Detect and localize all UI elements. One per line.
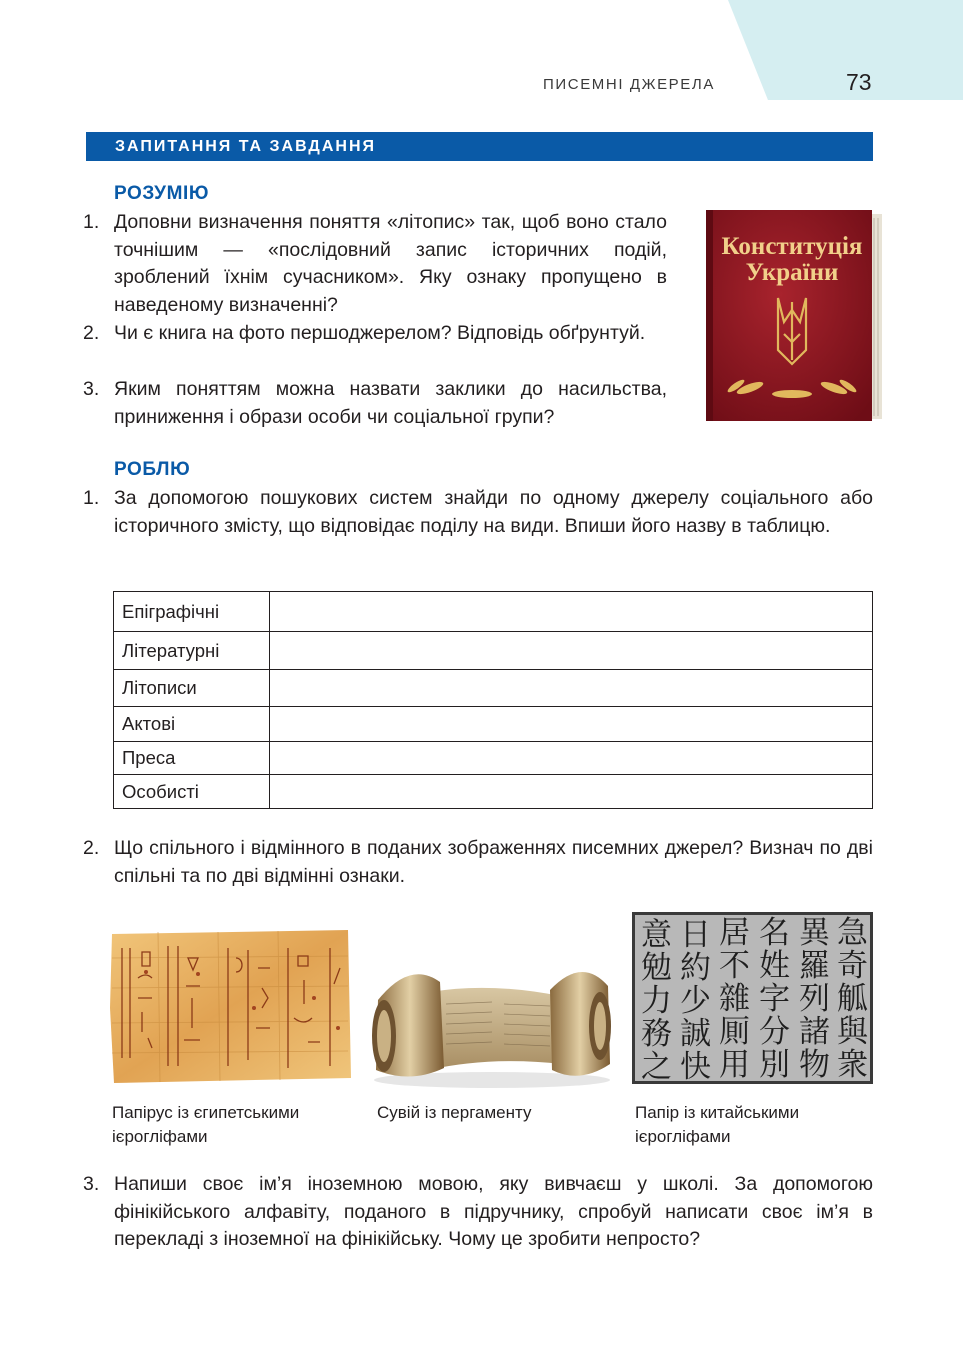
- caption-chinese-paper: [635, 1101, 850, 1149]
- glyph: 不: [719, 948, 750, 984]
- do-heading: РОБЛЮ: [114, 459, 191, 480]
- do-task-2: [83, 835, 873, 890]
- glyph: 日: [680, 917, 711, 953]
- row-label: Літописи: [114, 670, 270, 707]
- table-row: [114, 670, 873, 707]
- glyph: 快: [680, 1049, 711, 1084]
- glyph: 與: [837, 1014, 868, 1050]
- task-number: 3.: [83, 1173, 100, 1195]
- question-text: Чи є книга на фото першоджерелом? Відповідь обґрунтуй.: [114, 322, 646, 344]
- answer-cell[interactable]: [270, 707, 873, 742]
- glyph: 勉: [641, 950, 672, 986]
- table-row: [114, 592, 873, 632]
- row-label: Преса: [114, 742, 270, 775]
- chinese-paper-image: [632, 912, 873, 1084]
- glyph: 奇: [837, 948, 868, 984]
- row-label: Епіграфічні: [114, 592, 270, 632]
- do-task-3: [83, 1171, 873, 1254]
- table-row: [114, 775, 873, 809]
- papyrus-image: [108, 928, 352, 1085]
- table-row: [114, 742, 873, 775]
- understand-question-2: [83, 320, 667, 348]
- glyph: 力: [641, 983, 672, 1019]
- glyph: [759, 1080, 790, 1084]
- question-text: Яким поняттям можна назвати заклики до насильства, приниження і образи особи чи соціальної групи?: [114, 378, 667, 428]
- glyph: 異: [799, 915, 830, 951]
- task-text: За допомогою пошукових систем знайди по одному джерелу соціального або історичного змісту, що відповідає поділу на види. Впиши його назву в таблицю.: [114, 487, 873, 537]
- glyph: 物: [799, 1047, 830, 1083]
- glyph: 列: [799, 981, 830, 1017]
- table-row: [114, 632, 873, 670]
- task-text: Що спільного і відмінного в поданих зображеннях писемних джерел? Визнач по дві спільні та по дві відмінні ознаки.: [114, 837, 873, 887]
- book-title-line2: України: [745, 259, 839, 286]
- glyph: 意: [641, 917, 672, 953]
- do-task-1: [83, 485, 873, 540]
- glyph: 居: [719, 915, 750, 951]
- caption-papyrus: [112, 1101, 352, 1149]
- book-title-line1: Конституція: [721, 233, 863, 260]
- row-label: Літературні: [114, 632, 270, 670]
- glyph: 急: [837, 915, 868, 951]
- running-title: ПИСЕМНІ ДЖЕРЕЛА: [543, 76, 715, 93]
- section-title: ЗАПИТАННЯ ТА ЗАВДАННЯ: [86, 132, 873, 161]
- glyph: 字: [759, 981, 790, 1017]
- glyph: 用: [719, 1047, 750, 1083]
- caption-text: Папір із китайськими ієрогліфами: [635, 1103, 800, 1146]
- answer-cell[interactable]: [270, 775, 873, 809]
- answer-cell[interactable]: [270, 670, 873, 707]
- glyph: 分: [759, 1014, 790, 1050]
- caption-text: Сувій із пергаменту: [377, 1103, 532, 1122]
- constitution-book-image: [706, 210, 882, 421]
- task-number: 1.: [83, 487, 100, 509]
- source-types-table: [113, 591, 873, 809]
- glyph: 諸: [799, 1014, 830, 1050]
- glyph: 厠: [719, 1014, 750, 1050]
- glyph: 務: [641, 1016, 672, 1052]
- answer-cell[interactable]: [270, 592, 873, 632]
- glyph: 雜: [719, 981, 750, 1017]
- question-number: 2.: [83, 322, 100, 344]
- answer-cell[interactable]: [270, 742, 873, 775]
- understand-heading: РОЗУМІЮ: [114, 183, 210, 204]
- answer-cell[interactable]: [270, 632, 873, 670]
- question-number: 3.: [83, 378, 100, 400]
- row-label: Актові: [114, 707, 270, 742]
- question-text: Доповни визначення поняття «літопис» так, щоб воно стало точнішим — «послідовний запис історичних подій, зроблений їхнім сучасником». Яку ознаку пропущено в наведеному визначенні?: [114, 211, 667, 316]
- table-row: [114, 707, 873, 742]
- glyph: 別: [759, 1047, 790, 1083]
- glyph: 少: [680, 983, 711, 1019]
- glyph: 姓: [759, 948, 790, 984]
- task-text: Напиши своє ім’я іноземною мовою, яку вивчаєш у школі. За допомогою фінікійського алфавіту, поданого в підручнику, спробуй написати своє ім’я в перекладі з іноземної на фінікійську. Чому це зробити непросто?: [114, 1173, 873, 1250]
- glyph: 衆: [837, 1047, 868, 1083]
- caption-text: Папірус із єгипетськими ієрогліфами: [112, 1103, 300, 1146]
- understand-question-1: [83, 209, 667, 319]
- glyph: 名: [759, 915, 790, 951]
- glyph: 誠: [680, 1016, 711, 1052]
- glyph: 約: [680, 950, 711, 986]
- glyph: 之: [641, 1049, 672, 1084]
- row-label: Особисті: [114, 775, 270, 809]
- question-number: 1.: [83, 211, 100, 233]
- page-number: 73: [846, 69, 872, 95]
- caption-scroll: [377, 1101, 607, 1125]
- task-number: 2.: [83, 837, 100, 859]
- glyph: 羅: [799, 948, 830, 984]
- parchment-scroll-image: [370, 952, 614, 1091]
- glyph: 觚: [837, 981, 868, 1017]
- understand-question-3: [83, 376, 667, 431]
